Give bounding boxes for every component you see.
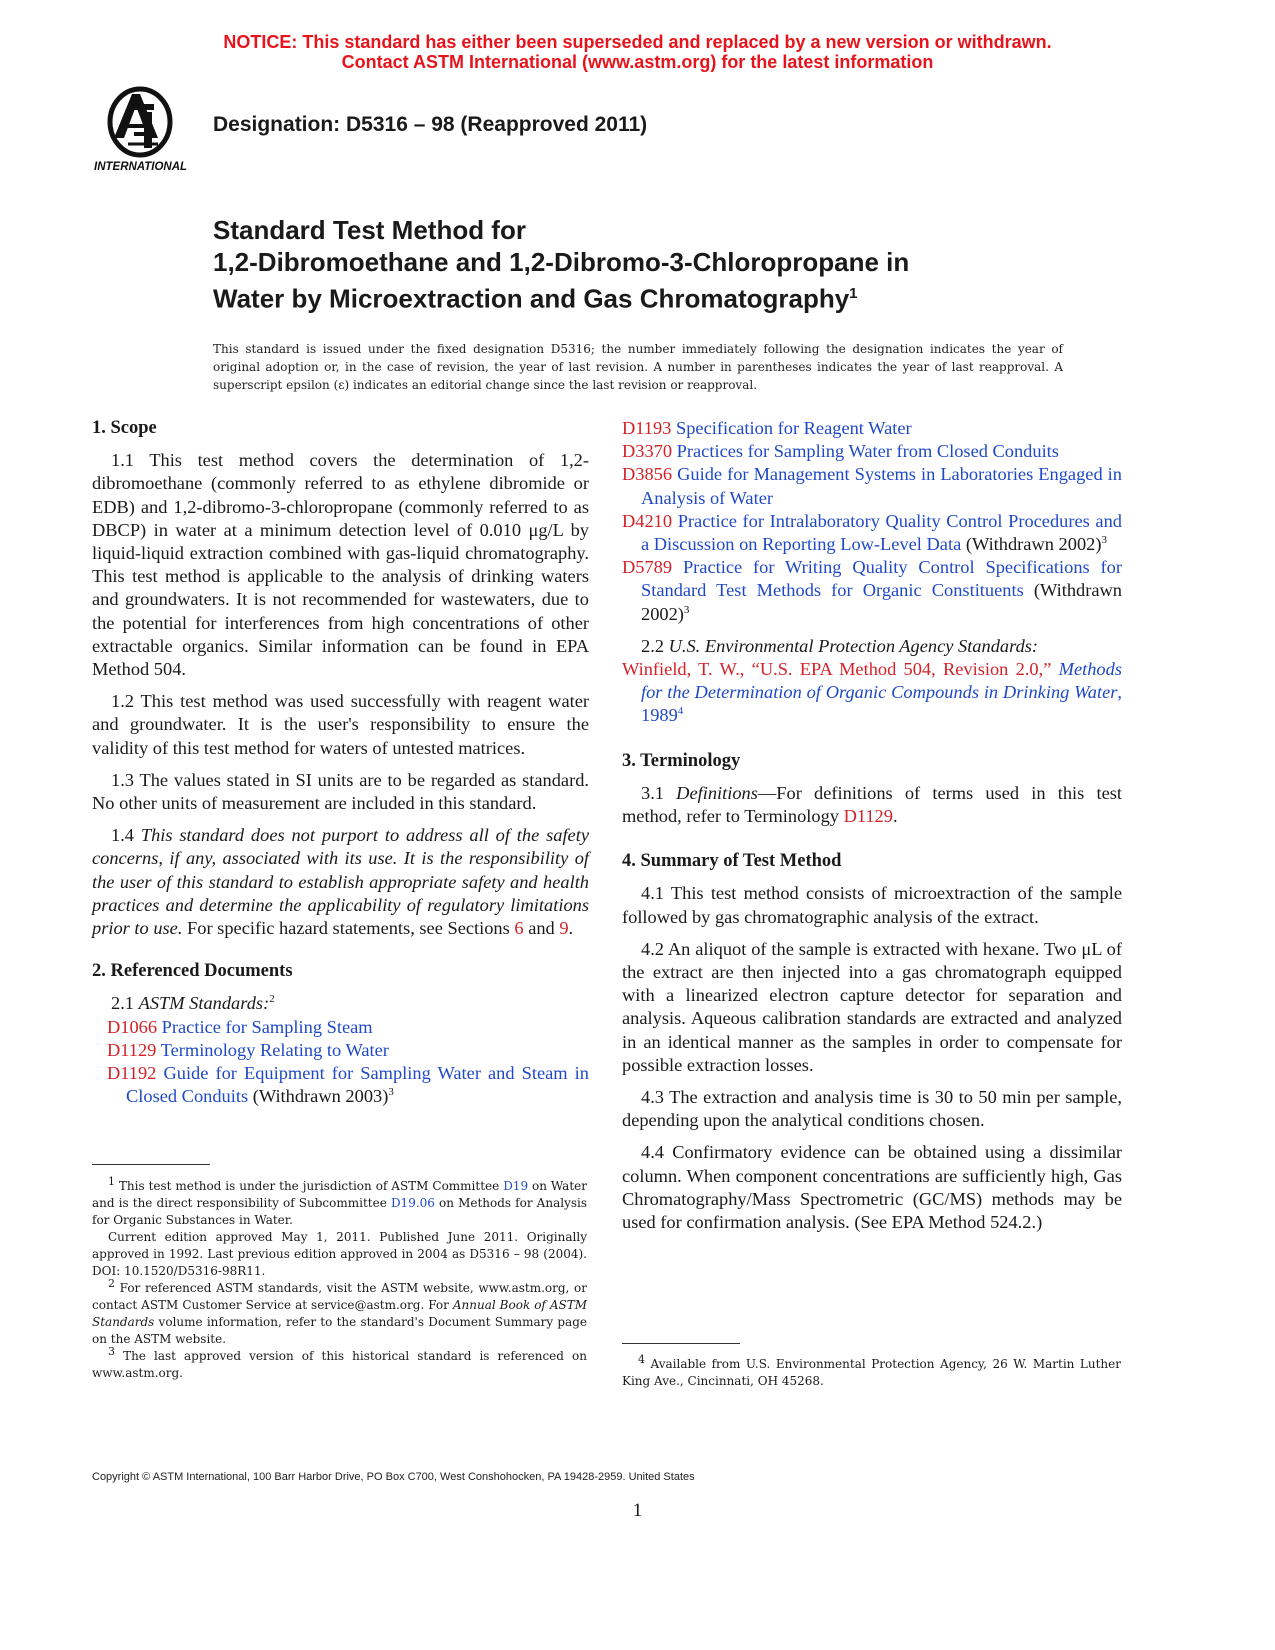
- ref-item[interactable]: D1129 Terminology Relating to Water: [107, 1039, 389, 1060]
- footnote-4: 4 Available from U.S. Environmental Protection Agency, 26 W. Martin Luther King Ave., Cincinnati, OH 45268.: [622, 1353, 1121, 1388]
- summary-4-1: 4.1 This test method consists of microextraction of the sample followed by gas chromatographic analysis of the extract.: [622, 883, 1122, 927]
- ref-item[interactable]: D5789 Practice for Writing Quality Control Specifications for Standard Test Methods for Organic Constituents (Withdrawn 2002)$^3$: [622, 557, 1122, 624]
- ref-item[interactable]: D1193 Specification for Reagent Water: [622, 418, 912, 438]
- d19-link[interactable]: D19: [503, 1179, 529, 1193]
- document-title: [213, 214, 1013, 315]
- footnote-3: 3 The last approved version of this historical standard is referenced on www.astm.org.: [92, 1345, 587, 1380]
- summary-4-2: 4.2 An aliquot of the sample is extracted with hexane. Two μL of the extract are then injected into a gas chromatograph equipped with a linearized electron capture detector for separation and analysis. Aqueous calibration standards are extracted and analyzed in an identical manner as the samples in order to compensate for possible extraction losses.: [622, 938, 1122, 1075]
- footnote-1: 1 This test method is under the jurisdiction of ASTM Committee D19 on Water and is the direct responsibility of Subcommittee D19.06 on Methods for Analysis for Organic Substances in Water.: [92, 1175, 588, 1227]
- epa-standards-label: 2.2 U.S. Environmental Protection Agency Standards:: [641, 635, 1039, 656]
- footnotes-left: [92, 1175, 588, 1382]
- terminology-heading: 3. Terminology: [622, 750, 741, 771]
- ref-item[interactable]: D4210 Practice for Intralaboratory Quality Control Procedures and a Discussion on Reporting Low-Level Data (Withdrawn 2002)$^3$: [622, 510, 1122, 555]
- summary-4-4: 4.4 Confirmatory evidence can be obtained using a dissimilar column. When component concentrations are sufficiently high, Gas Chromatography/Mass Spectrometric (GC/MS) methods may be used for confirmation analysis. (See EPA Method 524.2.): [622, 1142, 1122, 1233]
- footnotes-right: [622, 1353, 1121, 1390]
- title-line-1: Standard Test Method for: [213, 215, 526, 245]
- designation: Designation: D5316 – 98 (Reapproved 2011): [213, 113, 648, 136]
- referenced-heading: 2. Referenced Documents: [92, 961, 293, 982]
- section-9-link[interactable]: 9: [559, 918, 569, 939]
- notice-line-1: NOTICE: This standard has either been superseded and replaced by a new version or withdrawn.: [223, 32, 1052, 52]
- right-column: [622, 417, 1122, 1234]
- preamble: This standard is issued under the fixed designation D5316; the number immediately following the designation indicates the year of original adoption or, in the case of revision, the year of last revision. A number in parentheses indicates the year of last reapproval. A superscript epsilon (ε) indicates an editorial change since the last revision or reapproval.: [213, 342, 1063, 392]
- ref-item[interactable]: D3856 Guide for Management Systems in Laboratories Engaged in Analysis of Water: [622, 464, 1122, 508]
- supersede-notice: [0, 32, 1275, 72]
- scope-1-3: 1.3 The values stated in SI units are to be regarded as standard. No other units of measurement are included in this standard.: [92, 769, 589, 814]
- ref-list-right: [622, 417, 1122, 626]
- ref-item[interactable]: D1192 Guide for Equipment for Sampling Water and Steam in Closed Conduits (Withdrawn 2003)$^3$: [107, 1063, 589, 1107]
- notice-line-2: Contact ASTM International (www.astm.org) for the latest information: [341, 52, 934, 72]
- title-footnote-mark[interactable]: 1: [849, 285, 858, 302]
- scope-1-4: 1.4 This standard does not purport to address all of the safety concerns, if any, associated with its use. It is the responsibility of the user of this standard to establish appropriate safety and health practices and determine the applicability of regulatory limitations prior to use. For specific hazard statements, see Sections 6 and 9.: [92, 825, 589, 939]
- ref-item[interactable]: D3370 Practices for Sampling Water from Closed Conduits: [622, 441, 1059, 462]
- summary-4-3: 4.3 The extraction and analysis time is 30 to 50 min per sample, depending upon the analytical conditions chosen.: [622, 1087, 1122, 1131]
- footnote-rule: [622, 1343, 740, 1344]
- title-line-3: Water by Microextraction and Gas Chromatography$^1$: [213, 283, 858, 314]
- logo-text: INTERNATIONAL: [94, 161, 188, 173]
- d1129-link[interactable]: D1129: [843, 806, 893, 827]
- footnote-1-edition: Current edition approved May 1, 2011. Published June 2011. Originally approved in 1992. Last previous edition approved in 2004 as D5316 – 98 (2004). DOI: 10.1520/D5316-98R11.: [92, 1230, 587, 1278]
- scope-1-1: 1.1 This test method covers the determination of 1,2-dibromoethane (commonly referred to as ethylene dibromide or EDB) and 1,2-dibromo-3-chloropropane (commonly referred to as DBCP) in water at a minimum detection level of 0.010 μg/L by liquid-liquid extraction combined with gas-liquid chromatography. This test method is applicable to the analysis of drinking waters and groundwaters. It is not recommended for wastewaters, due to the potential for interferences from high concentrations of other extractable organics. Similar information can be found in EPA Method 504.: [92, 450, 589, 680]
- title-line-2: 1,2-Dibromoethane and 1,2-Dibromo-3-Chloropropane in: [213, 247, 910, 277]
- left-column: [92, 417, 589, 1108]
- footnote-2: 2 For referenced ASTM standards, visit the ASTM website, www.astm.org, or contact ASTM Customer Service at service@astm.org. For Annual Book of ASTM Standards volume information, refer to the standard's Document Summary page on the ASTM website.: [92, 1277, 588, 1346]
- ref-item[interactable]: D1066 Practice for Sampling Steam: [107, 1016, 373, 1037]
- terminology-3-1: 3.1 Definitions—For definitions of terms used in this test method, refer to Terminology D1129.: [622, 782, 1122, 827]
- section-6-link[interactable]: 6: [514, 918, 524, 939]
- scope-heading: 1. Scope: [92, 418, 157, 438]
- copyright: Copyright © ASTM International, 100 Barr Harbor Drive, PO Box C700, West Conshohocken, PA 19428-2959. United States: [92, 1471, 695, 1483]
- footnote-rule: [92, 1164, 210, 1165]
- scope-1-2: 1.2 This test method was used successfully with reagent water and groundwater. It is the user's responsibility to ensure the validity of this test method for waters of untested matrices.: [92, 691, 589, 758]
- d19-06-link[interactable]: D19.06: [390, 1196, 435, 1210]
- ref-list-left: [92, 1016, 589, 1109]
- astm-logo: [92, 82, 196, 178]
- page-number: 1: [632, 1500, 643, 1521]
- summary-heading: 4. Summary of Test Method: [622, 851, 842, 872]
- astm-standards-label: 2.1 ASTM Standards:$^2$: [111, 993, 275, 1014]
- epa-reference[interactable]: Winfield, T. W., “U.S. EPA Method 504, Revision 2.0,” Methods for the Determination of Organic Compounds in Drinking Water, 1989$^4$: [622, 659, 1122, 726]
